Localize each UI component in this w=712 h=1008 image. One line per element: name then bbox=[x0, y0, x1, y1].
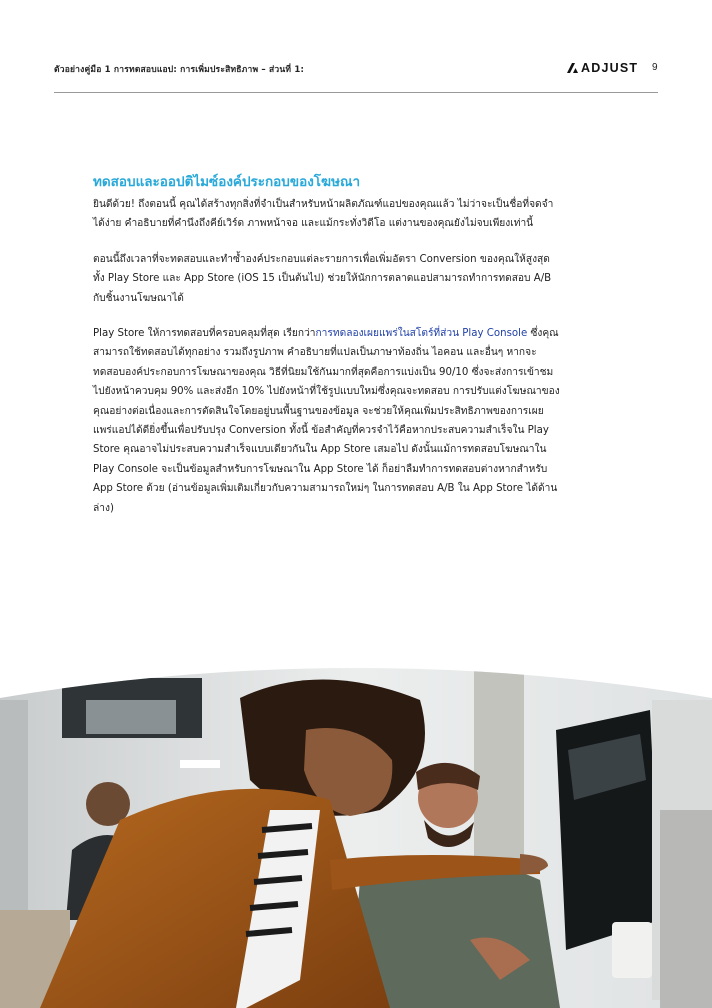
play-console-link[interactable]: การทดลองเผยแพร่ในสโตร์ที่ส่วน Play Console bbox=[315, 328, 528, 340]
office-photo-illustration bbox=[0, 660, 712, 1008]
section-body bbox=[93, 173, 561, 534]
paragraph-text-before-link: Play Store ให้การทดสอบที่ครอบคลุมที่สุด เรียกว่า bbox=[93, 328, 316, 340]
header-divider bbox=[54, 92, 658, 93]
page-number: 9 bbox=[652, 62, 658, 73]
paragraph-intro: ยินดีด้วย! ถึงตอนนี้ คุณได้สร้างทุกสิ่งที่จำเป็นสำหรับหน้าผลิตภัณฑ์แอปของคุณแล้ว ไม่ว่าจะเป็นชื่อที่จดจำได้ง่าย คำอธิบายที่คำนึงถึงคีย์เวิร์ด ภาพหน้าจอ และแม้กระทั่งวิดีโอ แต่งานของคุณยังไม่จบเพียงเท่านี้ bbox=[93, 199, 554, 230]
brand-name: ADJUST bbox=[581, 61, 639, 75]
adjust-logo-icon bbox=[566, 62, 580, 74]
running-title: ตัวอย่างคู่มือ 1 การทดสอบแอป: การเพิ่มประสิทธิภาพ – ส่วนที่ 1: bbox=[54, 65, 305, 75]
page-header bbox=[54, 61, 658, 79]
section-heading: ทดสอบและออปติไมซ์องค์ประกอบของโฆษณา bbox=[93, 174, 361, 190]
paragraph-text-after-link: ซึ่งคุณสามารถใช้ทดสอบได้ทุกอย่าง รวมถึงรูปภาพ คำอธิบายที่แปลเป็นภาษาท้องถิ่น ไอคอน และอื่นๆ หากจะทดสอบองค์ประกอบการโฆษณาของคุณ วิธีที่นิยมใช้กันมากที่สุดคือการแบ่งเป็น 90/10 ซึ่งจะส่งการเข้าชมไปยังหน้าควบคุม 90% และส่งอีก 10% ไปยังหน้าที่ใช้รูปแบบใหม่ซึ่งคุณจะทดสอบ การปรับแต่งโฆษณาของคุณอย่างต่อเนื่องและการตัดสินใจโดยอยู่บนพื้นฐานของข้อมูล จะช่วยให้คุณเพิ่มประสิทธิภาพของการเผยแพร่แอปได้ดียิ่งขึ้นเพื่อปรับปรุง Conversion ทั้งนี้ ข้อสำคัญที่ควรจำไว้คือหากประสบความสำเร็จใน Play Store คุณอาจไม่ประสบความสำเร็จแบบเดียวกันใน App Store เสมอไป ดังนั้นแม้การทดสอบโฆษณาใน Play Console จะเป็นข้อมูลสำหรับการโฆษณาใน App Store ได้ ก็อย่าลืมทำการทดสอบต่างหากสำหรับ App Store ด้วย (อ่านข้อมูลเพิ่มเติมเกี่ยวกับความสามารถใหม่ๆ ในการทดสอบ A/B ใน App Store ได้ด้านล่าง) bbox=[93, 328, 560, 514]
brand-logo bbox=[566, 61, 638, 75]
paragraph-play-store bbox=[93, 324, 561, 518]
paragraph-testing: ตอนนี้ถึงเวลาที่จะทดสอบและทำซ้ำองค์ประกอบแต่ละรายการเพื่อเพิ่มอัตรา Conversion ของคุณให้สูงสุด ทั้ง Play Store และ App Store (iOS 15 เป็นต้นไป) ช่วยให้นักการตลาดแอปสามารถทำการทดสอบ A/B กับชิ้นงานโฆษณาได้ bbox=[93, 253, 552, 304]
office-photo bbox=[0, 660, 712, 1008]
